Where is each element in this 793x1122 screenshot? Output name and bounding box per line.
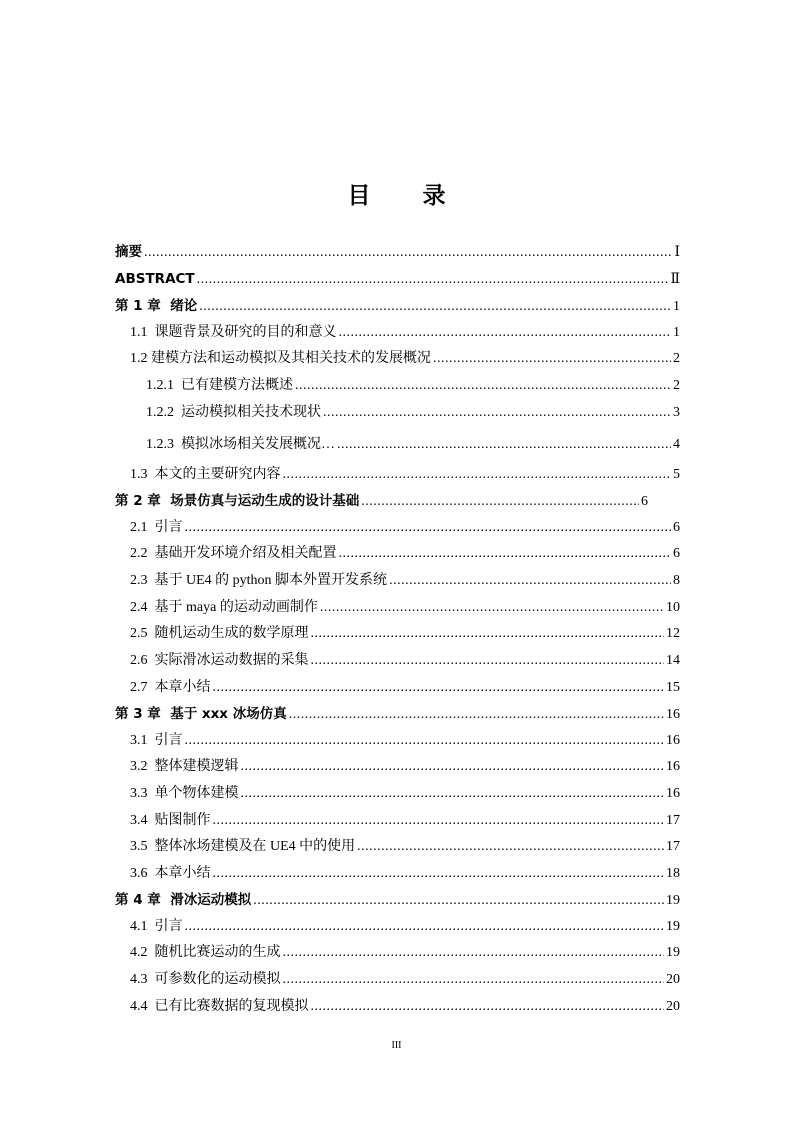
toc-leader-dots xyxy=(283,942,665,964)
toc-entry-label: 第 2 章 场景仿真与运动生成的设计基础 xyxy=(115,493,360,509)
page-title: 目 录 xyxy=(347,183,468,209)
toc-entry[interactable] xyxy=(130,836,680,858)
toc-leader-dots xyxy=(323,402,671,424)
toc-leader-dots xyxy=(185,730,665,752)
toc-entry[interactable] xyxy=(130,677,680,699)
toc-entry-page: 19 xyxy=(666,945,680,960)
toc-leader-dots xyxy=(295,375,671,397)
toc-entry-page: Ⅰ xyxy=(674,245,680,260)
toc-entry[interactable] xyxy=(130,348,680,370)
toc-leader-dots xyxy=(337,434,671,456)
toc-leader-dots xyxy=(339,322,672,344)
toc-leader-dots xyxy=(361,491,639,513)
toc-entry[interactable] xyxy=(130,650,680,672)
toc-entry-label: 2.7 本章小结 xyxy=(130,680,211,695)
toc-entry[interactable] xyxy=(130,517,680,539)
toc-entry-label: 2.2 基础开发环境介绍及相关配置 xyxy=(130,546,337,561)
toc-entry-label: 4.2 随机比赛运动的生成 xyxy=(130,945,281,960)
toc-leader-dots xyxy=(283,464,672,486)
toc-entry-label: 1.2.3 模拟冰场相关发展概况… xyxy=(146,437,335,452)
toc-leader-dots xyxy=(185,517,672,539)
toc-entry-page: 16 xyxy=(666,786,680,801)
toc-leader-dots xyxy=(241,756,665,778)
toc-entry-page: 16 xyxy=(666,759,680,774)
toc-entry-label: 第 4 章 滑冰运动模拟 xyxy=(115,892,252,908)
toc-entry-page: 6 xyxy=(673,520,680,535)
toc-leader-dots xyxy=(289,704,664,726)
toc-entry[interactable] xyxy=(130,570,680,592)
toc-leader-dots xyxy=(283,969,665,991)
toc-entry-page: 17 xyxy=(666,813,680,828)
toc-entry[interactable] xyxy=(130,756,680,778)
toc-entry-page: 6 xyxy=(641,494,648,509)
toc-entry-label: 3.3 单个物体建模 xyxy=(130,786,239,801)
toc-entry-label: 第 1 章 绪论 xyxy=(115,298,198,314)
toc-entry[interactable] xyxy=(130,969,680,991)
toc-entry-label: 4.3 可参数化的运动模拟 xyxy=(130,972,281,987)
toc-entry-label: 3.6 本章小结 xyxy=(130,866,211,881)
toc-entry-page: 16 xyxy=(666,733,680,748)
toc-entry-label: 2.3 基于 UE4 的 python 脚本外置开发系统 xyxy=(130,573,388,588)
toc-leader-dots xyxy=(185,916,665,938)
toc-entry[interactable] xyxy=(130,916,680,938)
toc-entry[interactable] xyxy=(146,434,680,456)
toc-entry-page: 18 xyxy=(666,866,680,881)
toc-entry[interactable] xyxy=(130,464,680,486)
toc-entry-label: 3.2 整体建模逻辑 xyxy=(130,759,239,774)
toc-leader-dots xyxy=(311,996,665,1018)
page-number-footer: III xyxy=(391,1040,402,1051)
toc-entry-label: 1.1 课题背景及研究的目的和意义 xyxy=(130,325,337,340)
toc-leader-dots xyxy=(311,650,665,672)
toc-leader-dots xyxy=(311,623,665,645)
toc-entry-label: 2.5 随机运动生成的数学原理 xyxy=(130,626,309,641)
toc-entry-page: 2 xyxy=(673,351,680,366)
toc-entry-page: 2 xyxy=(673,378,680,393)
toc-leader-dots xyxy=(433,348,671,370)
toc-entry-page: 20 xyxy=(666,999,680,1014)
toc-leader-dots xyxy=(339,543,672,565)
toc-leader-dots xyxy=(213,863,665,885)
toc-entry-page: 3 xyxy=(673,405,680,420)
toc-leader-dots xyxy=(213,677,665,699)
toc-leader-dots xyxy=(253,890,664,912)
toc-entry-label: 2.1 引言 xyxy=(130,520,183,535)
toc-entry-label: 1.2.2 运动模拟相关技术现状 xyxy=(146,405,321,420)
toc-entry-label: 第 3 章 基于 xxx 冰场仿真 xyxy=(115,706,287,722)
toc-entry-page: 17 xyxy=(666,839,680,854)
toc-entry[interactable] xyxy=(130,597,680,619)
toc-entry[interactable] xyxy=(130,730,680,752)
toc-entry-label: 4.4 已有比赛数据的复现模拟 xyxy=(130,999,309,1014)
toc-entry[interactable] xyxy=(130,543,680,565)
toc-leader-dots xyxy=(357,836,664,858)
toc-entry-label: 1.3 本文的主要研究内容 xyxy=(130,467,281,482)
toc-leader-dots xyxy=(389,570,671,592)
toc-entry-label: 4.1 引言 xyxy=(130,919,183,934)
toc-leader-dots xyxy=(320,597,664,619)
toc-entry[interactable] xyxy=(146,402,680,424)
toc-entry-page: 8 xyxy=(673,573,680,588)
toc-entry[interactable] xyxy=(146,375,680,397)
toc-entry-label: 3.5 整体冰场建模及在 UE4 中的使用 xyxy=(130,839,356,854)
toc-entry-label: 摘要 xyxy=(115,244,142,260)
toc-entry[interactable] xyxy=(115,241,680,263)
toc-entry-label: 2.6 实际滑冰运动数据的采集 xyxy=(130,653,309,668)
toc-entry[interactable] xyxy=(115,295,680,317)
toc-entry[interactable] xyxy=(115,490,648,512)
toc-entry-label: 2.4 基于 maya 的运动动画制作 xyxy=(130,600,318,615)
toc-entry[interactable] xyxy=(130,623,680,645)
toc-leader-dots xyxy=(197,269,669,291)
toc-entry[interactable] xyxy=(115,703,680,725)
toc-entry-page: 15 xyxy=(666,680,680,695)
toc-leader-dots xyxy=(144,242,672,264)
toc-entry-page: 12 xyxy=(666,626,680,641)
toc-entry-label: 1.2.1 已有建模方法概述 xyxy=(146,378,293,393)
toc-entry-page: 1 xyxy=(673,325,680,340)
toc-entry-page: 4 xyxy=(673,437,680,452)
toc-entry-page: 14 xyxy=(666,653,680,668)
toc-entry-page: Ⅱ xyxy=(670,272,680,287)
toc-entry-page: 6 xyxy=(673,546,680,561)
toc-entry-page: 10 xyxy=(666,600,680,615)
toc-entry[interactable] xyxy=(130,322,680,344)
toc-entry-page: 20 xyxy=(666,972,680,987)
toc-entry-label: ABSTRACT xyxy=(115,271,195,287)
toc-entry-page: 5 xyxy=(673,467,680,482)
toc-entry-label: 3.1 引言 xyxy=(130,733,183,748)
toc-entry-page: 19 xyxy=(666,919,680,934)
toc-entry-label: 3.4 贴图制作 xyxy=(130,813,211,828)
toc-entry[interactable] xyxy=(130,996,680,1018)
toc-entry-label: 1.2 建模方法和运动模拟及其相关技术的发展概况 xyxy=(130,351,431,366)
toc-entry-page: 1 xyxy=(673,299,680,314)
toc-entry-page: 16 xyxy=(666,707,680,722)
toc-entry[interactable] xyxy=(130,942,680,964)
toc-entry[interactable] xyxy=(130,863,680,885)
toc-leader-dots xyxy=(241,783,665,805)
toc-entry[interactable] xyxy=(115,889,680,911)
toc-leader-dots xyxy=(213,810,665,832)
toc-entry[interactable] xyxy=(115,268,680,290)
toc-entry-page: 19 xyxy=(666,893,680,908)
toc-entry[interactable] xyxy=(130,810,680,832)
toc-entry[interactable] xyxy=(130,783,680,805)
toc-leader-dots xyxy=(199,296,671,318)
